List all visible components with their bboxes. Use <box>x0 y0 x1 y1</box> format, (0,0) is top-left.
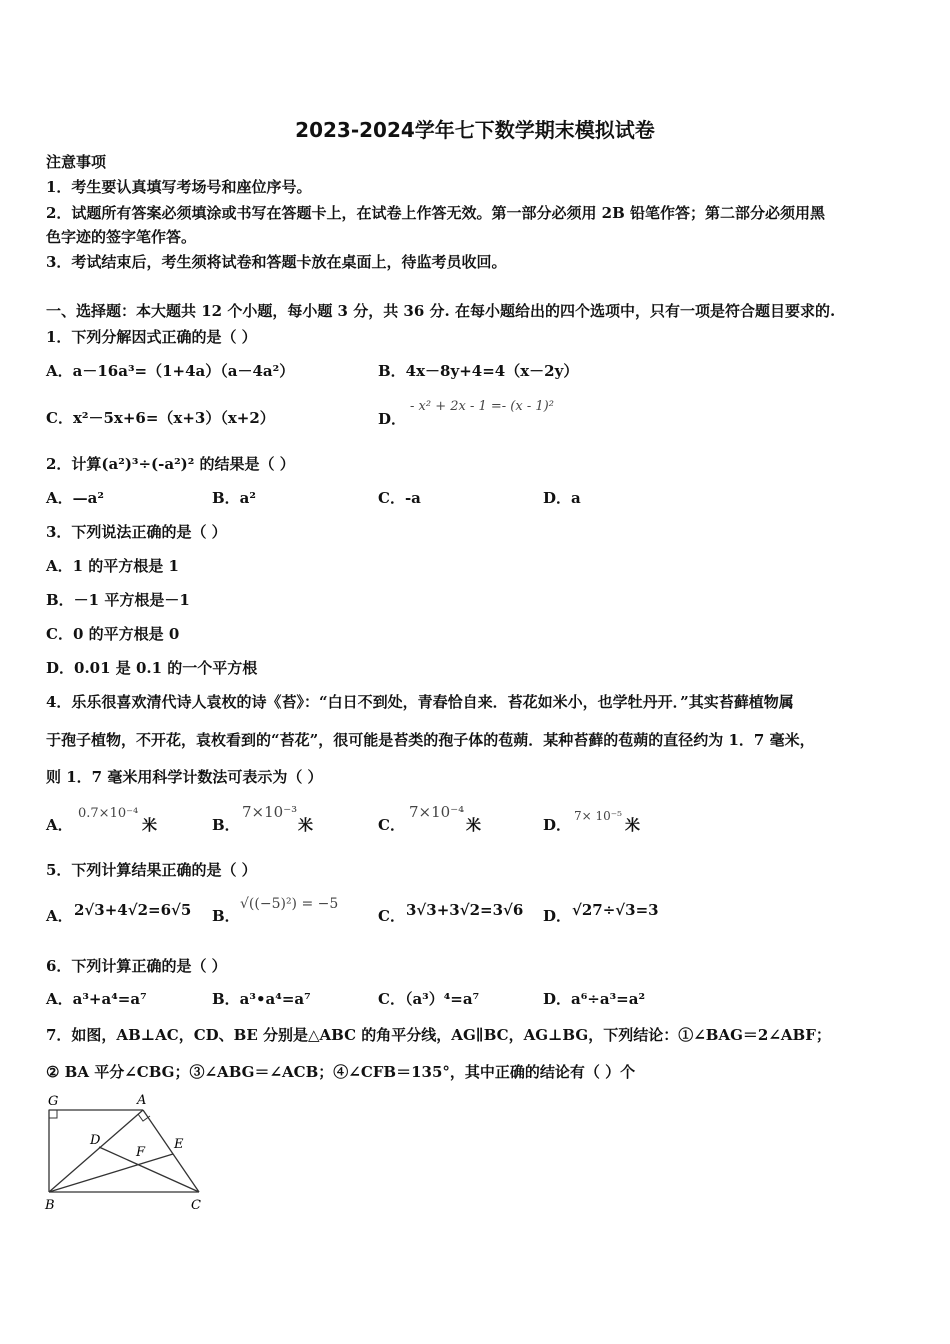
question-6-stem: 6．下列计算正确的是（ ） <box>46 957 227 975</box>
section-heading: 一、选择题：本大题共 12 个小题，每小题 3 分，共 36 分. 在每小题给出的四个选项中，只有一项是符合题目要求的. <box>46 302 836 320</box>
geometry-figure <box>40 1090 220 1215</box>
q4-option-a-label: A． <box>46 816 73 834</box>
right-angle-mark-a <box>138 1114 150 1121</box>
point-label-c: C <box>191 1198 201 1213</box>
page-title: 2023-2024学年七下数学期末模拟试卷 <box>295 118 655 142</box>
q4-option-b-unit: 米 <box>298 816 314 834</box>
notice-item-3: 3．考试结束后，考生须将试卷和答题卡放在桌面上，待监考员收回。 <box>46 253 507 271</box>
q2-option-b: B．a² <box>212 489 256 507</box>
q3-option-b: B．－1 平方根是－1 <box>46 591 190 609</box>
point-label-e: E <box>174 1137 184 1152</box>
point-label-a: A <box>137 1093 147 1108</box>
q5-option-d-label: D． <box>543 907 572 925</box>
question-2-stem: 2．计算(a²)³÷(-a²)² 的结果是（ ） <box>46 455 295 473</box>
question-1-stem: 1．下列分解因式正确的是（ ） <box>46 328 257 346</box>
question-7-line-1: 7．如图，AB⊥AC，CD、BE 分别是△ABC 的角平分线，AG∥BC，AG⊥BG，下列结论：①∠BAG＝2∠ABF； <box>46 1026 831 1044</box>
q4-option-c-unit: 米 <box>466 816 482 834</box>
segment-ab <box>49 1110 143 1192</box>
point-label-g: G <box>48 1094 59 1109</box>
notice-item-1: 1．考生要认真填写考场号和座位序号。 <box>46 178 312 196</box>
q4-option-d-label: D． <box>543 816 572 834</box>
segment-be <box>49 1154 173 1192</box>
q3-option-a: A．1 的平方根是 1 <box>46 557 179 575</box>
q4-option-a-formula: 0.7×10⁻⁴ <box>78 806 139 821</box>
question-4-line-1: 4．乐乐很喜欢清代诗人袁枚的诗《苔》：“白日不到处，青春恰自来．苔花如米小，也学牡丹开．”其实苔藓植物属 <box>46 693 794 711</box>
point-label-b: B <box>45 1198 55 1213</box>
q2-option-d: D．a <box>543 489 581 507</box>
q5-option-a-formula: 2√3+4√2=6√5 <box>74 901 192 919</box>
q1-option-d-formula: - x² + 2x - 1 =- (x - 1)² <box>410 399 554 414</box>
point-label-d: D <box>90 1133 101 1148</box>
notice-item-2: 2．试题所有答案必须填涂或书写在答题卡上，在试卷上作答无效。第一部分必须用 2B 铅笔作答；第二部分必须用黑 <box>46 204 826 222</box>
q1-option-c: C．x²－5x+6=（x+3）（x+2） <box>46 409 275 427</box>
q3-option-d: D．0.01 是 0.1 的一个平方根 <box>46 659 258 677</box>
q5-option-b-label: B． <box>212 907 240 925</box>
q4-option-a-unit: 米 <box>142 816 158 834</box>
question-7-line-2: ② BA 平分∠CBG；③∠ABG＝∠ACB；④∠CFB＝135°，其中正确的结论有（ ）个 <box>46 1063 636 1081</box>
q6-option-a: A．a³+a⁴=a⁷ <box>46 990 147 1008</box>
q2-option-c: C．-a <box>378 489 421 507</box>
q6-option-b: B．a³•a⁴=a⁷ <box>212 990 311 1008</box>
q4-option-d-unit: 米 <box>625 816 641 834</box>
question-4-line-3: 则 1．7 毫米用科学计数法可表示为（ ） <box>46 768 323 786</box>
q6-option-d: D．a⁶÷a³=a² <box>543 990 646 1008</box>
q5-option-a-label: A． <box>46 907 73 925</box>
right-angle-mark-g <box>49 1110 57 1118</box>
q5-option-c-formula: 3√3+3√2=3√6 <box>406 901 524 919</box>
q4-option-c-formula: 7×10⁻⁴ <box>409 803 465 821</box>
question-3-stem: 3．下列说法正确的是（ ） <box>46 523 227 541</box>
q1-option-b: B．4x－8y+4=4（x－2y） <box>378 362 579 380</box>
q5-option-b-formula: √((−5)²) = −5 <box>240 896 339 912</box>
q4-option-d-formula: 7× 10⁻⁵ <box>574 809 622 823</box>
question-4-line-2: 于孢子植物，不开花，袁枚看到的“苔花”，很可能是苔类的孢子体的苞蒴．某种苔藓的苞蒴的直径约为 1．7 毫米， <box>46 731 815 749</box>
notice-item-2-cont: 色字迹的签字笔作答。 <box>46 228 197 246</box>
q5-option-c-label: C． <box>378 907 405 925</box>
q6-option-c: C．（a³）⁴=a⁷ <box>378 990 480 1008</box>
q3-option-c: C．0 的平方根是 0 <box>46 625 180 643</box>
notice-heading: 注意事项 <box>46 153 107 171</box>
q1-option-a: A．a－16a³=（1+4a）（a－4a²） <box>46 362 295 380</box>
q4-option-b-label: B． <box>212 816 240 834</box>
q4-option-b-formula: 7×10⁻³ <box>242 803 298 821</box>
question-5-stem: 5．下列计算结果正确的是（ ） <box>46 861 257 879</box>
q5-option-d-formula: √27÷√3=3 <box>572 901 659 919</box>
q1-option-d-label: D． <box>378 410 407 428</box>
q2-option-a: A．—a² <box>46 489 104 507</box>
q4-option-c-label: C． <box>378 816 405 834</box>
point-label-f: F <box>136 1145 146 1160</box>
